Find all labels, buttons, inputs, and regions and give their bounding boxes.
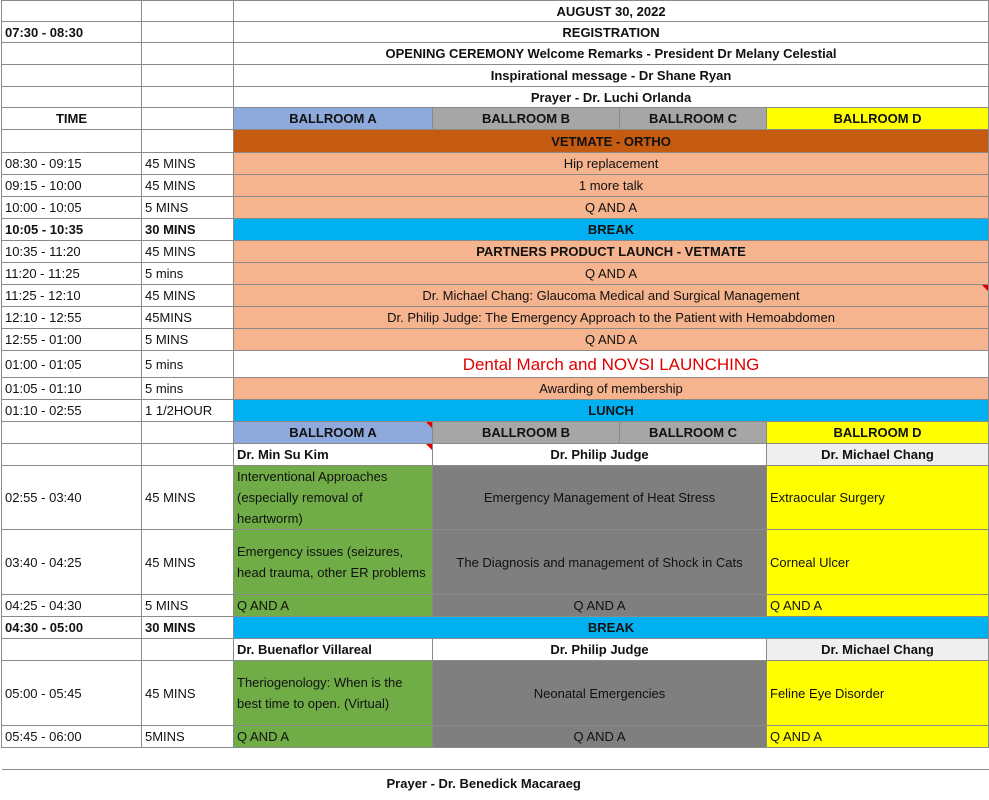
- qa-cell: Q AND A: [234, 726, 433, 748]
- registration-cell: REGISTRATION: [234, 22, 989, 43]
- opening-ceremony-cell: OPENING CEREMONY Welcome Remarks - President Dr Melany Celestial: [234, 43, 989, 65]
- time-cell: 01:05 - 01:10: [2, 378, 142, 400]
- ballroom-header-row: [2, 108, 989, 130]
- qa-cell: Q AND A: [234, 595, 433, 617]
- registration-row: [2, 22, 989, 43]
- ballroom-b-header: BALLROOM B: [433, 108, 620, 130]
- duration-cell: 45 MINS: [142, 175, 234, 197]
- table-row: [2, 400, 989, 422]
- speaker-cell: Dr. Michael Chang: [767, 639, 989, 661]
- speaker-cell: Dr. Michael Chang: [767, 444, 989, 466]
- speaker-cell: Dr. Min Su Kim: [234, 444, 433, 466]
- event-cell: Dr. Michael Chang: Glaucoma Medical and Surgical Management: [234, 285, 989, 307]
- time-cell: 03:40 - 04:25: [2, 530, 142, 595]
- duration-cell: 45MINS: [142, 307, 234, 329]
- section-title: VETMATE - ORTHO: [234, 130, 989, 153]
- event-cell: Q AND A: [234, 263, 989, 285]
- opening-row: [2, 43, 989, 65]
- table-row: [2, 153, 989, 175]
- time-cell: 11:20 - 11:25: [2, 263, 142, 285]
- event-cell: Awarding of membership: [234, 378, 989, 400]
- duration-cell: 1 1/2HOUR: [142, 400, 234, 422]
- event-cell: Dental March and NOVSI LAUNCHING: [234, 351, 989, 378]
- table-row: [2, 661, 989, 726]
- table-row: [2, 351, 989, 378]
- duration-cell: 45 MINS: [142, 661, 234, 726]
- session-cell: Neonatal Emergencies: [433, 661, 767, 726]
- speaker-cell: Dr. Philip Judge: [433, 639, 767, 661]
- table-row: [2, 307, 989, 329]
- duration-cell: 45 MINS: [142, 153, 234, 175]
- table-row: [2, 329, 989, 351]
- ballroom-a-header: BALLROOM A: [234, 422, 433, 444]
- lunch-cell: LUNCH: [234, 400, 989, 422]
- time-cell: 10:05 - 10:35: [2, 219, 142, 241]
- duration-cell: 5MINS: [142, 726, 234, 748]
- table-row: [2, 197, 989, 219]
- ballroom-c-header: BALLROOM C: [620, 108, 767, 130]
- session-cell: Emergency Management of Heat Stress: [433, 466, 767, 530]
- time-cell: 05:00 - 05:45: [2, 661, 142, 726]
- time-cell: 01:00 - 01:05: [2, 351, 142, 378]
- table-row: [2, 595, 989, 617]
- duration-cell: 30 MINS: [142, 617, 234, 639]
- inspirational-row: [2, 65, 989, 87]
- qa-cell: Q AND A: [433, 595, 767, 617]
- closing-prayer-cell: Prayer - Dr. Benedick Macaraeg: [386, 776, 581, 791]
- duration-cell: 45 MINS: [142, 285, 234, 307]
- duration-cell: 45 MINS: [142, 241, 234, 263]
- duration-cell: 5 MINS: [142, 197, 234, 219]
- schedule-date: AUGUST 30, 2022: [234, 1, 989, 22]
- duration-cell: 5 mins: [142, 351, 234, 378]
- duration-cell: 45 MINS: [142, 466, 234, 530]
- event-cell: Q AND A: [234, 329, 989, 351]
- duration-cell: 30 MINS: [142, 219, 234, 241]
- time-cell: 10:35 - 11:20: [2, 241, 142, 263]
- time-cell: 07:30 - 08:30: [2, 22, 142, 43]
- ballroom-d-header: BALLROOM D: [767, 422, 989, 444]
- break-cell: BREAK: [234, 617, 989, 639]
- qa-cell: Q AND A: [767, 726, 989, 748]
- time-cell: 08:30 - 09:15: [2, 153, 142, 175]
- time-cell: 12:55 - 01:00: [2, 329, 142, 351]
- time-cell: 09:15 - 10:00: [2, 175, 142, 197]
- duration-cell: 5 MINS: [142, 329, 234, 351]
- qa-cell: Q AND A: [767, 595, 989, 617]
- table-row: [2, 175, 989, 197]
- session-cell: Corneal Ulcer: [767, 530, 989, 595]
- time-cell: 04:25 - 04:30: [2, 595, 142, 617]
- time-cell: 10:00 - 10:05: [2, 197, 142, 219]
- event-cell: Q AND A: [234, 197, 989, 219]
- table-row: [2, 219, 989, 241]
- time-cell: 11:25 - 12:10: [2, 285, 142, 307]
- speaker-cell: Dr. Buenaflor Villareal: [234, 639, 433, 661]
- time-cell: 05:45 - 06:00: [2, 726, 142, 748]
- table-row: [2, 726, 989, 748]
- session-cell: Interventional Approaches (especially removal of heartworm): [234, 466, 433, 530]
- session-cell: Theriogenology: When is the best time to open. (Virtual): [234, 661, 433, 726]
- opening-prayer-cell: Prayer - Dr. Luchi Orlanda: [234, 87, 989, 108]
- table-row: [2, 241, 989, 263]
- break-cell: BREAK: [234, 219, 989, 241]
- ballroom-header-row: [2, 422, 989, 444]
- event-cell: 1 more talk: [234, 175, 989, 197]
- ballroom-c-header: BALLROOM C: [620, 422, 767, 444]
- table-row: [2, 530, 989, 595]
- event-cell: Hip replacement: [234, 153, 989, 175]
- speaker-row: [2, 444, 989, 466]
- session-cell: The Diagnosis and management of Shock in Cats: [433, 530, 767, 595]
- table-row: [2, 617, 989, 639]
- time-cell: 02:55 - 03:40: [2, 466, 142, 530]
- session-cell: Feline Eye Disorder: [767, 661, 989, 726]
- table-row: [2, 285, 989, 307]
- duration-cell: 5 MINS: [142, 595, 234, 617]
- ballroom-d-header: BALLROOM D: [767, 108, 989, 130]
- ballroom-b-header: BALLROOM B: [433, 422, 620, 444]
- table-row: [2, 263, 989, 285]
- duration-cell: 45 MINS: [142, 530, 234, 595]
- closing-prayer-row: [2, 770, 989, 798]
- schedule-table: [1, 0, 989, 797]
- speaker-cell: Dr. Philip Judge: [433, 444, 767, 466]
- duration-cell: 5 mins: [142, 378, 234, 400]
- session-cell: Emergency issues (seizures, head trauma, other ER problems: [234, 530, 433, 595]
- qa-cell: Q AND A: [433, 726, 767, 748]
- table-row: [2, 466, 989, 530]
- session-cell: Extraocular Surgery: [767, 466, 989, 530]
- time-column-header: TIME: [2, 108, 142, 130]
- time-cell: 04:30 - 05:00: [2, 617, 142, 639]
- event-cell: PARTNERS PRODUCT LAUNCH - VETMATE: [234, 241, 989, 263]
- ballroom-a-header: BALLROOM A: [234, 108, 433, 130]
- inspirational-cell: Inspirational message - Dr Shane Ryan: [234, 65, 989, 87]
- duration-cell: 5 mins: [142, 263, 234, 285]
- prayer-row: [2, 87, 989, 108]
- event-cell: Dr. Philip Judge: The Emergency Approach to the Patient with Hemoabdomen: [234, 307, 989, 329]
- section-row: [2, 130, 989, 153]
- time-cell: 01:10 - 02:55: [2, 400, 142, 422]
- date-row: [2, 1, 989, 22]
- table-row: [2, 378, 989, 400]
- time-cell: 12:10 - 12:55: [2, 307, 142, 329]
- speaker-row: [2, 639, 989, 661]
